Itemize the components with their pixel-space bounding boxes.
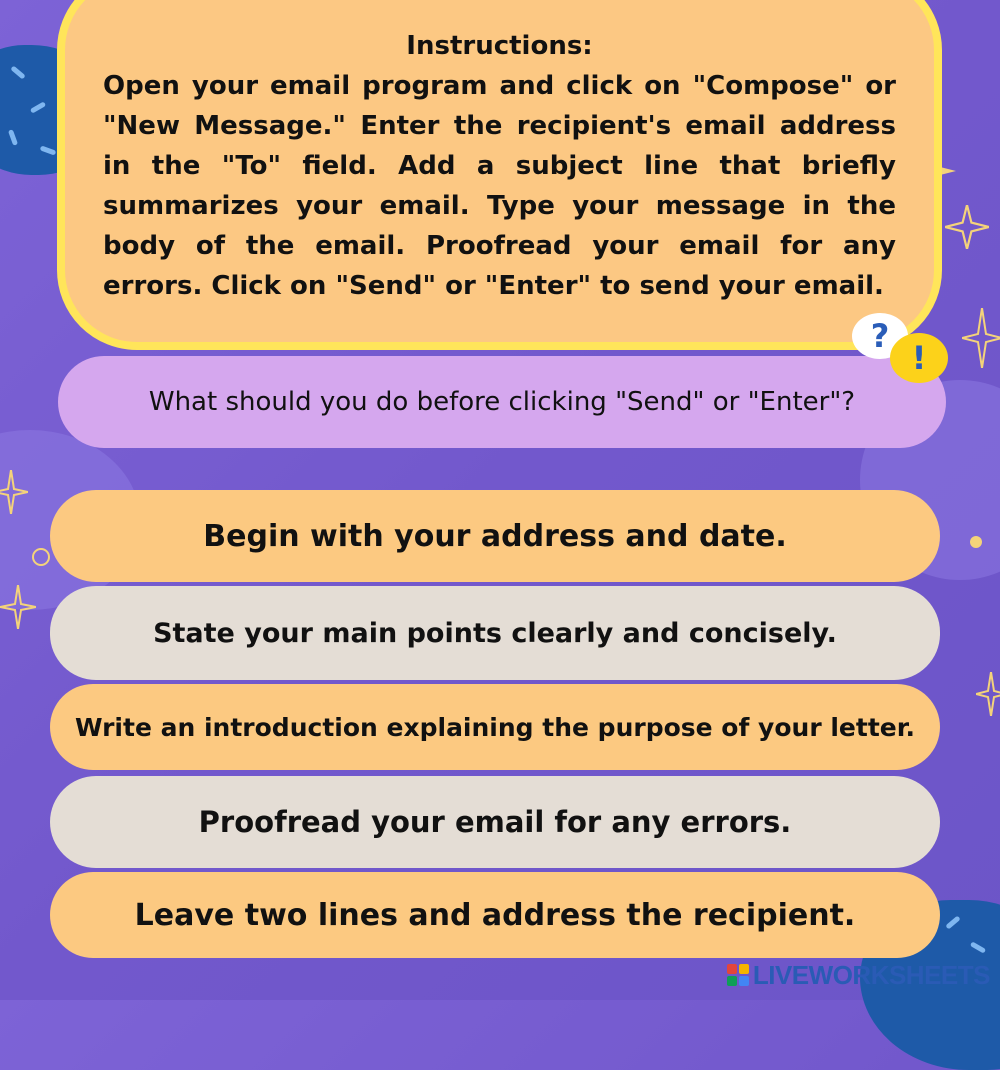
logo-mark-icon [727,964,749,986]
answer-option-4[interactable] [50,776,940,868]
circle-decoration [32,548,50,566]
question-mark-glyph: ? [870,317,890,355]
answer-label: Write an introduction explaining the purpose of your letter. [74,712,916,742]
sparkle-icon [976,672,1000,716]
dot-decoration [970,536,982,548]
answer-label: Proofread your email for any errors. [198,805,792,839]
instructions-card [57,0,942,350]
instructions-body: Open your email program and click on "Compose" or "New Message." Enter the recipient's email address in the "To" field. Add a subject line that briefly summarizes your email. Type your message in the body of the email. Proofread your email for any errors. Click on "Send" or "Enter" to send your email. [103,71,896,301]
sparkle-icon [0,585,36,629]
answer-label: Begin with your address and date. [203,518,787,554]
exclamation-icon [890,333,948,383]
instructions-title: Instructions: [406,31,593,61]
brand-text: LIVEWORKSHEETS [752,959,990,990]
answer-list [50,490,940,962]
liveworksheets-logo [727,960,990,990]
sparkle-icon [0,470,28,514]
answer-option-2[interactable] [50,586,940,680]
answer-option-5[interactable] [50,872,940,958]
answer-option-3[interactable] [50,684,940,770]
question-prompt [58,356,946,448]
question-text: What should you do before clicking "Send" or "Enter"? [148,387,856,417]
exclamation-glyph: ! [911,339,927,377]
sparkle-icon [962,308,1000,368]
answer-option-1[interactable] [50,490,940,582]
sparkle-icon [945,205,989,249]
answer-label: Leave two lines and address the recipient. [134,897,856,933]
answer-label: State your main points clearly and concisely. [153,617,837,649]
instructions-content [103,26,896,306]
